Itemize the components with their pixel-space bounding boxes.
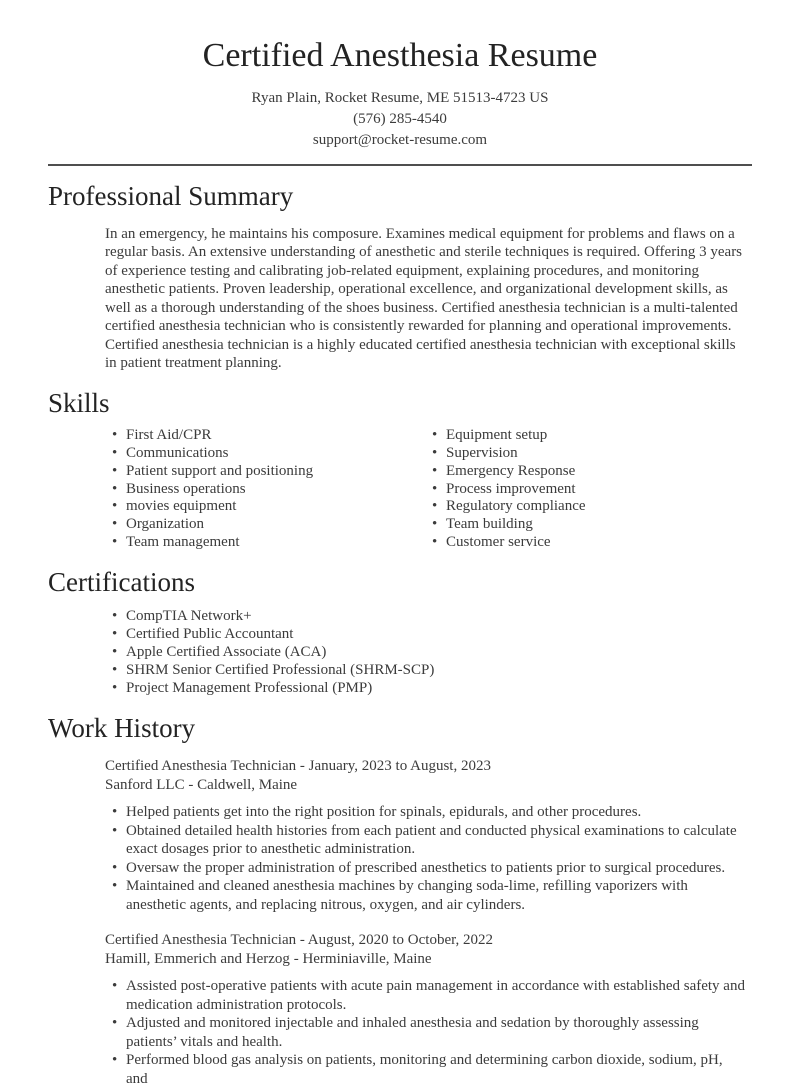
job-company-line: [105, 950, 752, 969]
skill-item: • Emergency Response: [425, 463, 745, 481]
job-title-line: [105, 931, 752, 950]
certification-item: • Certified Public Accountant: [105, 625, 745, 643]
job-bullet: • Adjusted and monitored injectable and inhaled anesthesia and sedation by thoroughly assessing patients’ vitals and health.: [105, 1014, 745, 1051]
skill-item: • Customer service: [425, 534, 745, 552]
page-title: Certified Anesthesia Resume: [202, 37, 598, 74]
skill-item: • Team building: [425, 516, 745, 534]
job-separator: -: [296, 758, 309, 775]
summary-text: In an emergency, he maintains his composure. Examines medical equipment for problems and flaws on a regular basis. An extensive understanding of anesthetic and sterile techniques is required. Offering 3 years of experience testing and calibrating job-related equipment, explaining procedures, and monitoring anesthetic patients. Proven leadership, operational excellence, and organizational development skills, as well as a thorough understanding of the shoes business. Certified anesthesia technician is a multi-talented certified anesthesia technician who is consistently rewarded for planning and operational improvements. Certified anesthesia technician is a highly educated certified anesthesia technician with exceptional skills in patient treatment planning.: [105, 225, 743, 372]
skill-item: • Patient support and positioning: [105, 463, 425, 481]
section-professional-summary: [48, 180, 752, 373]
section-skills: [48, 387, 752, 552]
contact-block: [48, 88, 752, 151]
job-dates: January, 2023 to August, 2023: [308, 758, 491, 775]
skill-item: • Regulatory compliance: [425, 498, 745, 516]
section-work-history: [48, 712, 752, 1088]
contact-phone: (576) 285-4540: [353, 110, 447, 127]
skills-column-right: [425, 427, 745, 552]
skills-heading: Skills: [48, 387, 110, 418]
job-header: [105, 931, 752, 969]
job-bullet: • Maintained and cleaned anesthesia machines by changing soda-lime, refilling vaporizers with anesthetic agents, and replacing nitrous, oxygen, and air cylinders.: [105, 877, 745, 914]
job-separator: -: [289, 951, 303, 968]
skill-item: • Supervision: [425, 445, 745, 463]
summary-heading: Professional Summary: [48, 180, 294, 211]
certification-item: • SHRM Senior Certified Professional (SHRM-SCP): [105, 661, 745, 679]
job-company-line: [105, 776, 752, 795]
contact-address: Ryan Plain, Rocket Resume, ME 51513-4723 US: [251, 89, 549, 106]
work-history-heading: Work History: [48, 712, 196, 743]
skill-item: • Business operations: [105, 481, 425, 499]
job-company: Hamill, Emmerich and Herzog: [105, 951, 290, 968]
job-entry: [48, 931, 752, 1088]
skills-column-left: [105, 427, 425, 552]
job-title: Certified Anesthesia Technician: [105, 758, 297, 775]
skill-item: • First Aid/CPR: [105, 427, 425, 445]
section-certifications: [48, 566, 752, 698]
skill-item: • Organization: [105, 516, 425, 534]
job-bullet: • Obtained detailed health histories from each patient and conducted physical examinations to calculate exact dosages prior to anesthetic administration.: [105, 822, 745, 859]
skill-item: • Equipment setup: [425, 427, 745, 445]
job-bullets: [105, 803, 745, 914]
job-bullet: • Assisted post-operative patients with acute pain management in accordance with established safety and medication administration protocols.: [105, 977, 745, 1014]
skill-item: • Team management: [105, 534, 425, 552]
certification-item: • CompTIA Network+: [105, 607, 745, 625]
job-separator: -: [296, 932, 308, 949]
skill-item: • movies equipment: [105, 498, 425, 516]
skill-item: • Process improvement: [425, 481, 745, 499]
job-title-line: [105, 757, 752, 776]
job-bullet: • Performed blood gas analysis on patients, monitoring and determining carbon dioxide, sodium, pH, and: [105, 1051, 745, 1088]
job-separator: -: [184, 777, 198, 794]
job-company: Sanford LLC: [105, 777, 185, 794]
job-title: Certified Anesthesia Technician: [105, 932, 297, 949]
job-location: Herminiaville, Maine: [302, 951, 432, 968]
job-location: Caldwell, Maine: [197, 777, 298, 794]
skill-item: • Communications: [105, 445, 425, 463]
job-header: [105, 757, 752, 795]
job-bullet: • Oversaw the proper administration of prescribed anesthetics to patients prior to surgical procedures.: [105, 859, 745, 878]
document-header: [48, 36, 752, 151]
job-dates: August, 2020 to October, 2022: [307, 932, 494, 949]
job-entry: [48, 757, 752, 914]
job-bullet: • Helped patients get into the right position for spinals, epidurals, and other procedures.: [105, 803, 745, 822]
skills-columns: [105, 427, 745, 552]
certifications-heading: Certifications: [48, 566, 195, 597]
header-divider: [48, 164, 752, 166]
certification-item: • Project Management Professional (PMP): [105, 679, 745, 697]
contact-email: support@rocket-resume.com: [312, 131, 488, 148]
certifications-list: [105, 607, 745, 698]
certification-item: • Apple Certified Associate (ACA): [105, 643, 745, 661]
job-bullets: [105, 977, 745, 1088]
